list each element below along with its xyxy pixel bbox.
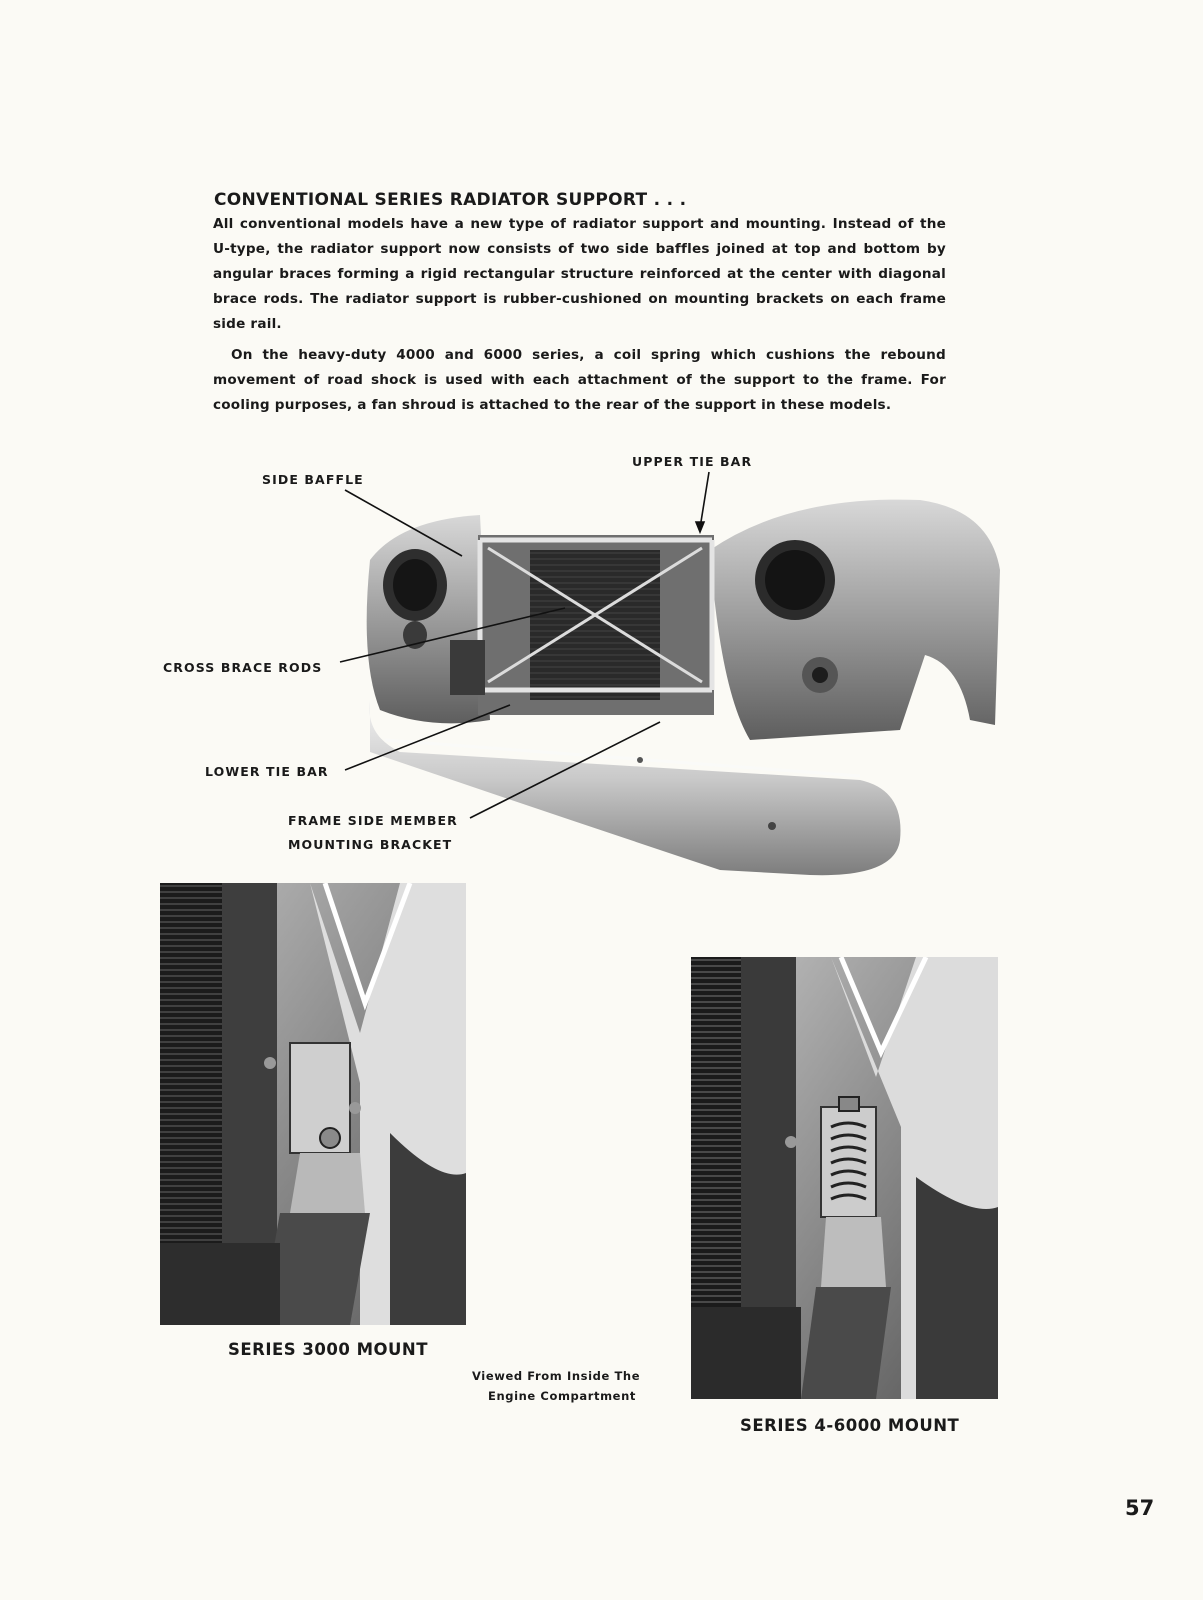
caption-series-4-6000: SERIES 4-6000 MOUNT: [740, 1416, 960, 1435]
label-side-baffle: SIDE BAFFLE: [262, 472, 364, 487]
label-upper-tie-bar: UPPER TIE BAR: [632, 454, 753, 469]
label-lower-tie-bar: LOWER TIE BAR: [205, 764, 329, 779]
body-paragraph-2: On the heavy-duty 4000 and 6000 series, a coil spring which cushions the rebound movement of road shock is used with each attachment of the support to the frame. For cooling purposes, a fan shroud is attached to the rear of the support in these models.: [213, 347, 946, 413]
caption-viewed-line2: Engine Compartment: [488, 1389, 636, 1403]
body-paragraph-1: All conventional models have a new type of radiator support and mounting. Instead of the U-type, the radiator support now consists of two side baffles joined at top and bottom by angular braces forming a rigid rectangular structure reinforced at the center with diagonal brace rods. The radiator support is rubber-cushioned on mounting brackets on each frame side rail.: [213, 216, 946, 332]
label-cross-brace-rods: CROSS BRACE RODS: [163, 660, 323, 675]
page-number: 57: [1125, 1496, 1155, 1520]
caption-viewed-line1: Viewed From Inside The: [472, 1369, 641, 1383]
label-frame-side-member-line2: MOUNTING BRACKET: [288, 837, 453, 852]
section-heading: CONVENTIONAL SERIES RADIATOR SUPPORT . . .: [214, 190, 687, 210]
series-3000-mount-photo: [160, 883, 466, 1325]
caption-series-3000: SERIES 3000 MOUNT: [228, 1340, 428, 1359]
series-4-6000-mount-photo: [691, 957, 998, 1399]
label-frame-side-member-line1: FRAME SIDE MEMBER: [288, 813, 458, 828]
